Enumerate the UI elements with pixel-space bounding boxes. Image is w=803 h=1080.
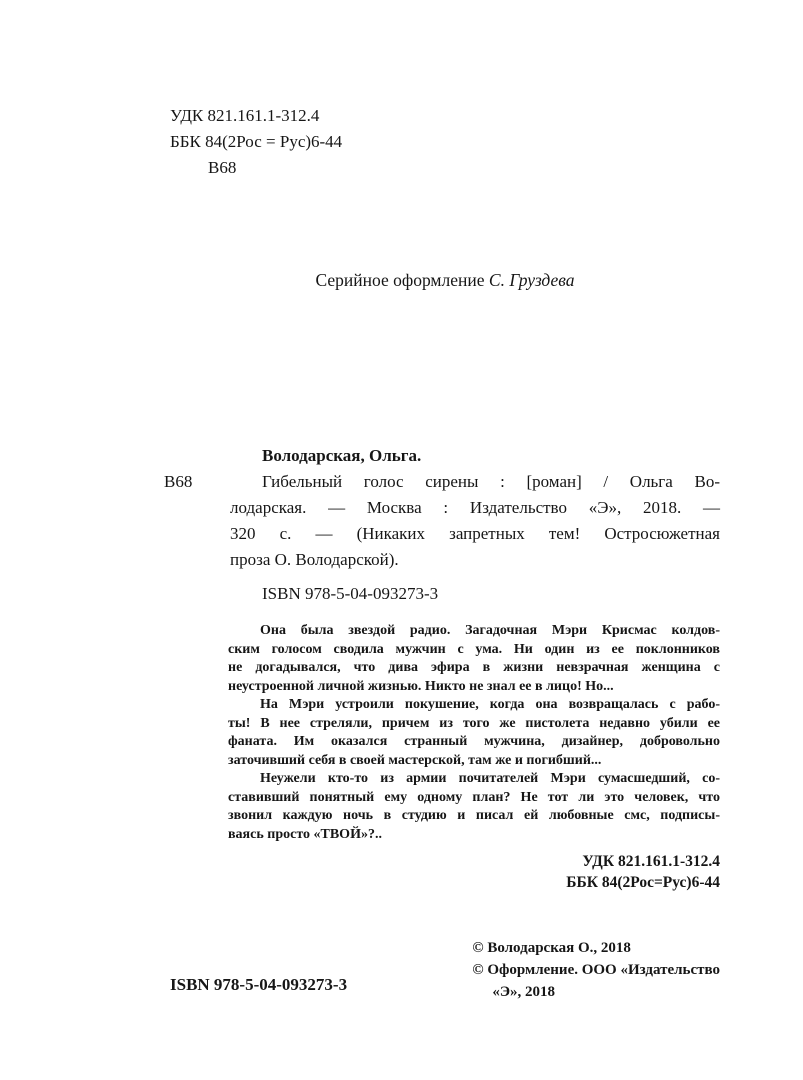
annotation-line: звонил каждую ночь в студию и писал ей любовные смс, подписы- [228,808,720,823]
copyright-block [472,937,720,1003]
copyright-line: «Э», 2018 [492,984,556,1000]
series-note [170,267,720,293]
annotation-line: ставивший понятный ему одному план? Не тот ли это человек, что [228,789,720,805]
annotation-line: ты! В нее стреляли, причем из того же пистолета недавно убили ее [228,715,720,731]
footer-row [170,937,720,1003]
annotation-line: неустроенной личной жизнью. Никто не знал ее в лицо! Но... [228,678,614,694]
bbk-bottom: ББК 84(2Рос=Рус)6-44 [566,874,720,891]
catalog-line: 320 с. — (Никаких запретных тем! Остросюжетная [230,524,720,543]
isbn-bottom: ISBN 978-5-04-093273-3 [170,975,348,994]
udk-bottom: УДК 821.161.1-312.4 [582,853,720,870]
catalog-line: Гибельный голос сирены : [роман] / Ольга Во- [262,472,720,491]
annotation-line: Она была звездой радио. Загадочная Мэри Крисмас колдов- [260,623,720,638]
udk-top: УДК 821.161.1-312.4 [170,106,320,125]
catalog-line: лодарская. — Москва : Издательство «Э», 2018. — [230,498,720,517]
annotation-line: не догадывался, что дива эфира в жизни невзрачная женщина с [228,660,720,675]
series-designer: С. Груздева [488,270,575,290]
annotation-line: заточивший себя в своей мастерской, там же и погибший... [228,752,602,768]
catalog-line: проза О. Володарской). [230,550,399,569]
annotation-line: ваясь просто «ТВОЙ»?.. [228,826,382,842]
series-prefix: Серийное оформление [315,270,489,290]
annotation-line: фаната. Им оказался странный мужчина, дизайнер, добровольно [228,734,720,749]
annotation-line: ским голосом сводила мужчин с ума. Ни один из ее поклонников [228,641,720,657]
annotation-line: Неужели кто-то из армии почитателей Мэри сумасшедший, со- [260,771,720,786]
annotation-block [228,622,720,844]
catalog-entry [164,443,720,573]
annotation-line: На Мэри устроили покушение, когда она возвращалась с рабо- [260,697,720,712]
copyright-line: © Оформление. ООО «Издательство [472,962,720,978]
isbn-middle: ISBN 978-5-04-093273-3 [262,584,439,603]
bbk-top: ББК 84(2Рос = Рус)6-44 [170,132,343,151]
author-code-top: В68 [208,158,237,177]
catalog-author: Володарская, Ольга. [262,446,422,465]
classification-header [170,103,720,181]
classification-footer [170,851,720,893]
copyright-line: © Володарская О., 2018 [472,940,631,956]
author-code-margin: В68 [164,472,193,491]
